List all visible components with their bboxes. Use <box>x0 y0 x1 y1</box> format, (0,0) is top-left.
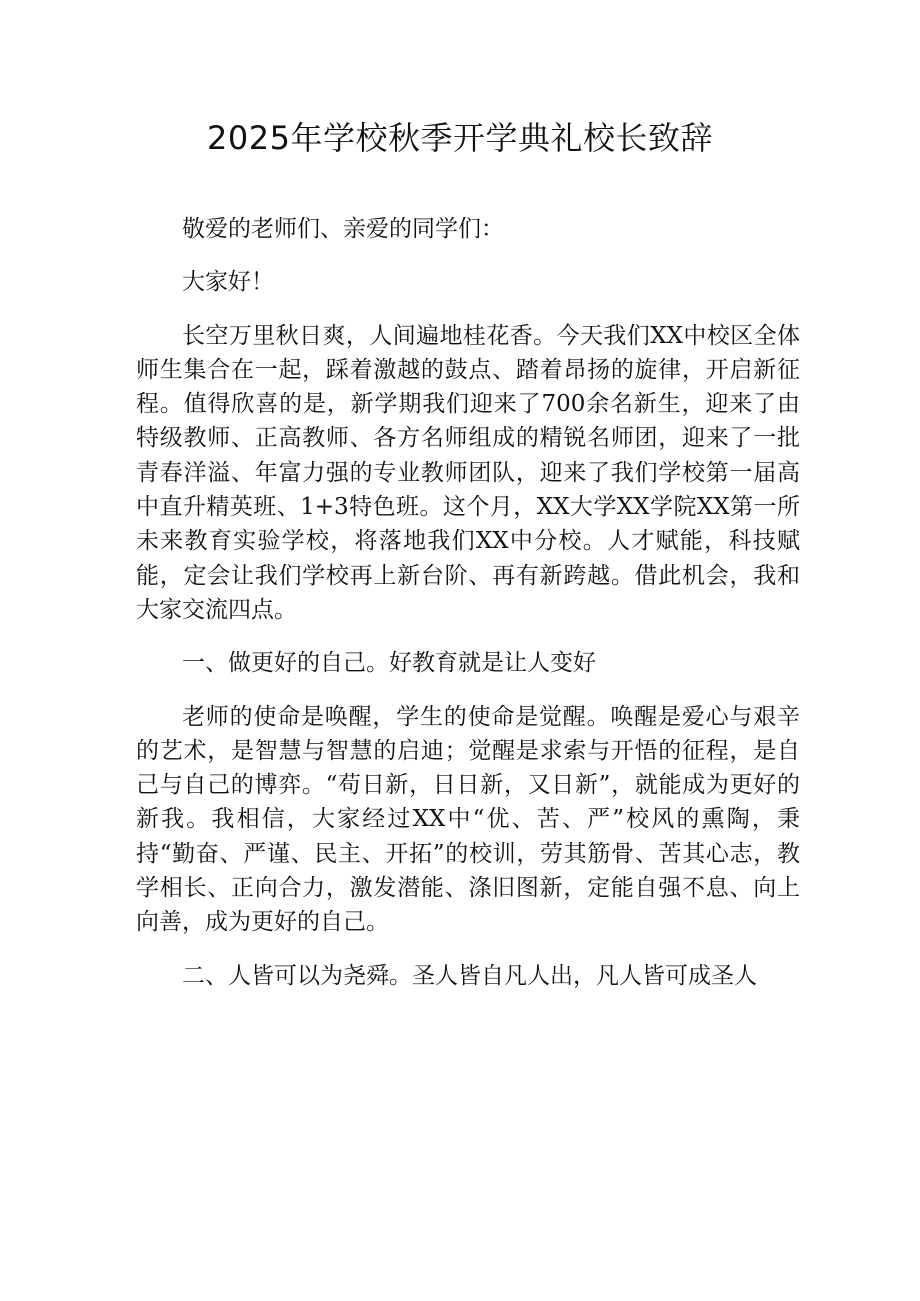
document-title: 2025年学校秋季开学典礼校长致辞 <box>207 119 713 157</box>
paragraph-opening: 长空万里秋日爽，人间遍地桂花香。今天我们XX中校区全体师生集合在一起，踩着激越的鼓点、踏着昂扬的旋律，开启新征程。值得欣喜的是，新学期我们迎来了700余名新生，迎来了由特级教师、正高教师、各方名师组成的精锐名师团，迎来了一批青春洋溢、年富力强的专业教师团队，迎来了我们学校第一届高中直升精英班、1+3特色班。这个月，XX大学XX学院XX第一所未来教育实验学校，将落地我们XX中分校。人才赋能，科技赋能，定会让我们学校再上新台阶、再有新跨越。借此机会，我和大家交流四点。 <box>136 322 800 623</box>
hello-line: 大家好！ <box>182 269 274 296</box>
section-heading-two: 二、人皆可以为尧舜。圣人皆自凡人出，凡人皆可成圣人 <box>182 962 757 989</box>
paragraph-section-one: 老师的使命是唤醒，学生的使命是觉醒。唤醒是爱心与艰辛的艺术，是智慧与智慧的启迪；觉醒是求索与开悟的征程，是自己与自己的博弈。“苟日新，日日新，又日新”，就能成为更好的新我。我相信，大家经过XX中“优、苦、严”校风的熏陶，秉持“勤奋、严谨、民主、开拓”的校训，劳其筋骨、苦其心志，教学相长、正向合力，激发潜能、涤旧图新，定能自强不息、向上向善，成为更好的自己。 <box>136 703 800 936</box>
document-body <box>136 212 800 993</box>
greeting-line: 敬爱的老师们、亲爱的同学们： <box>182 216 504 242</box>
section-heading-one: 一、做更好的自己。好教育就是让人变好 <box>182 650 596 677</box>
